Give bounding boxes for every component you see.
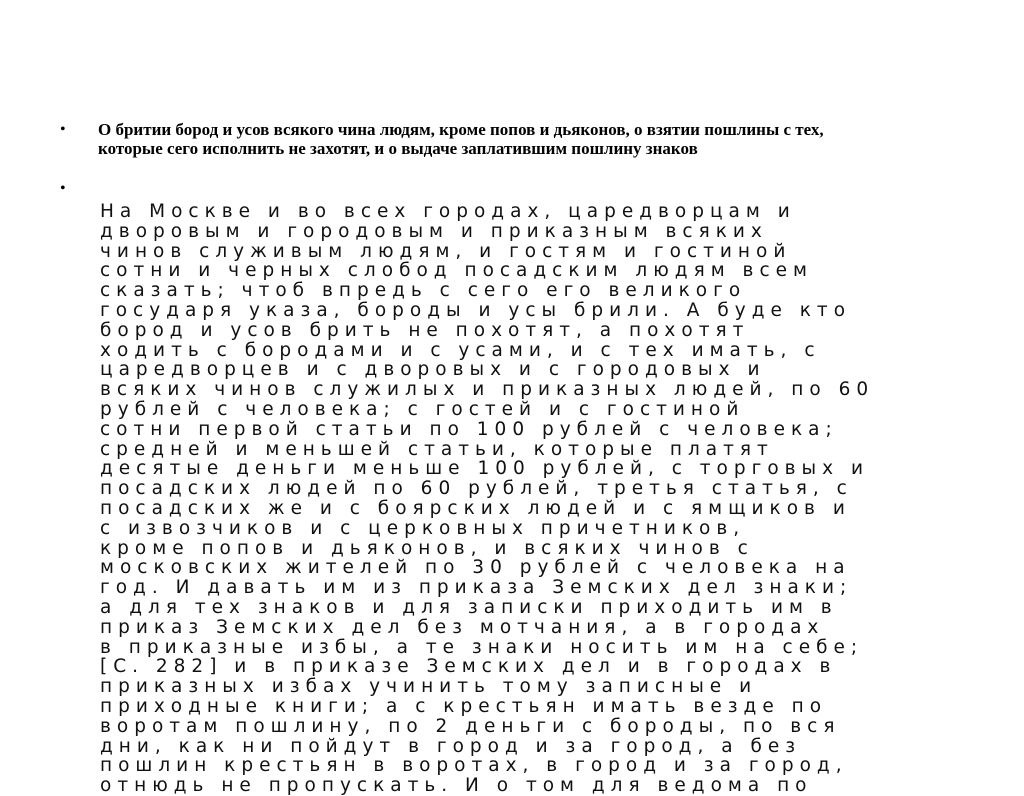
bullet-marker: • [60,180,66,197]
body-line: рублей с человека; с гостей и с гостиной [100,398,745,420]
body-line: ходить с бородами и с усами, и с тех имать, с [100,339,821,361]
body-line: приказных избах учинить тому записные и [100,676,758,698]
body-line: чинов служивым людям, и гостям и гостиной [100,240,792,262]
body-line: московских жителей по 30 рублей с человека на [100,557,851,579]
body-line: а для тех знаков и для записки приходить им в [100,596,838,618]
body-line: кроме попов и дьяконов, и всяких чинов с [100,537,754,559]
body-line: государя указа, бороды и усы брили. А буде кто [100,299,852,321]
body-line: посадских же и с боярских людей и с ямщиков и [100,497,851,519]
body-line: сотни первой статьи по 100 рублей с человека; [100,418,838,440]
decree-body-text [100,202,900,796]
body-line: всяких чинов служилых и приказных людей, по 60 [100,379,875,401]
body-line: бород и усов брить не похотят, а похотят [100,319,750,341]
body-line: приходные книги; а с крестьян имать везде по [100,695,828,717]
body-line: дворовым и городовым и приказным всяких [100,220,768,242]
bullet-marker: • [60,121,66,138]
body-line: средней и меньшей статьи, которые платят [100,438,774,460]
body-line: в приказные избы, а те знаки носить им на себе; [100,636,864,658]
body-line: царедворцев и с дворовых и с городовых и [100,359,766,381]
body-line: с извозчиков и с церковных причетников, [100,517,746,539]
body-line: год. И давать им из приказа Земских дел знаки; [100,577,853,599]
body-line: пошлин крестьян в воротах, в город и за город, [100,755,848,777]
body-line: десятые деньги меньше 100 рублей, с торговых и [100,458,870,480]
body-line: На Москве и во всех городах, царедворцам и [100,201,796,222]
body-line: [С. 282] и в приказе Земских дел и в городах в [100,656,837,678]
body-line: дни, как ни пойдут в город и за город, а без [100,735,802,757]
body-line: посадских людей по 60 рублей, третья статья, с [100,478,853,500]
body-line: воротам пошлину, по 2 деньги с бороды, по вся [100,715,841,737]
body-line: сотни и черных слобод посадским людям всем [100,260,813,282]
decree-heading: О бритии бород и усов всякого чина людям, кроме попов и дьяконов, о взятии пошлины с тех, которые сего исполнить не захотят, и о выдаче заплатившим пошлину знаков [98,120,824,158]
body-line: приказ Земских дел без мотчания, а в городах [100,616,825,638]
body-line: отнюдь не пропускать. И о том для ведома по [100,775,813,796]
body-line: сказать; чтоб впредь с сего его великого [100,280,747,302]
